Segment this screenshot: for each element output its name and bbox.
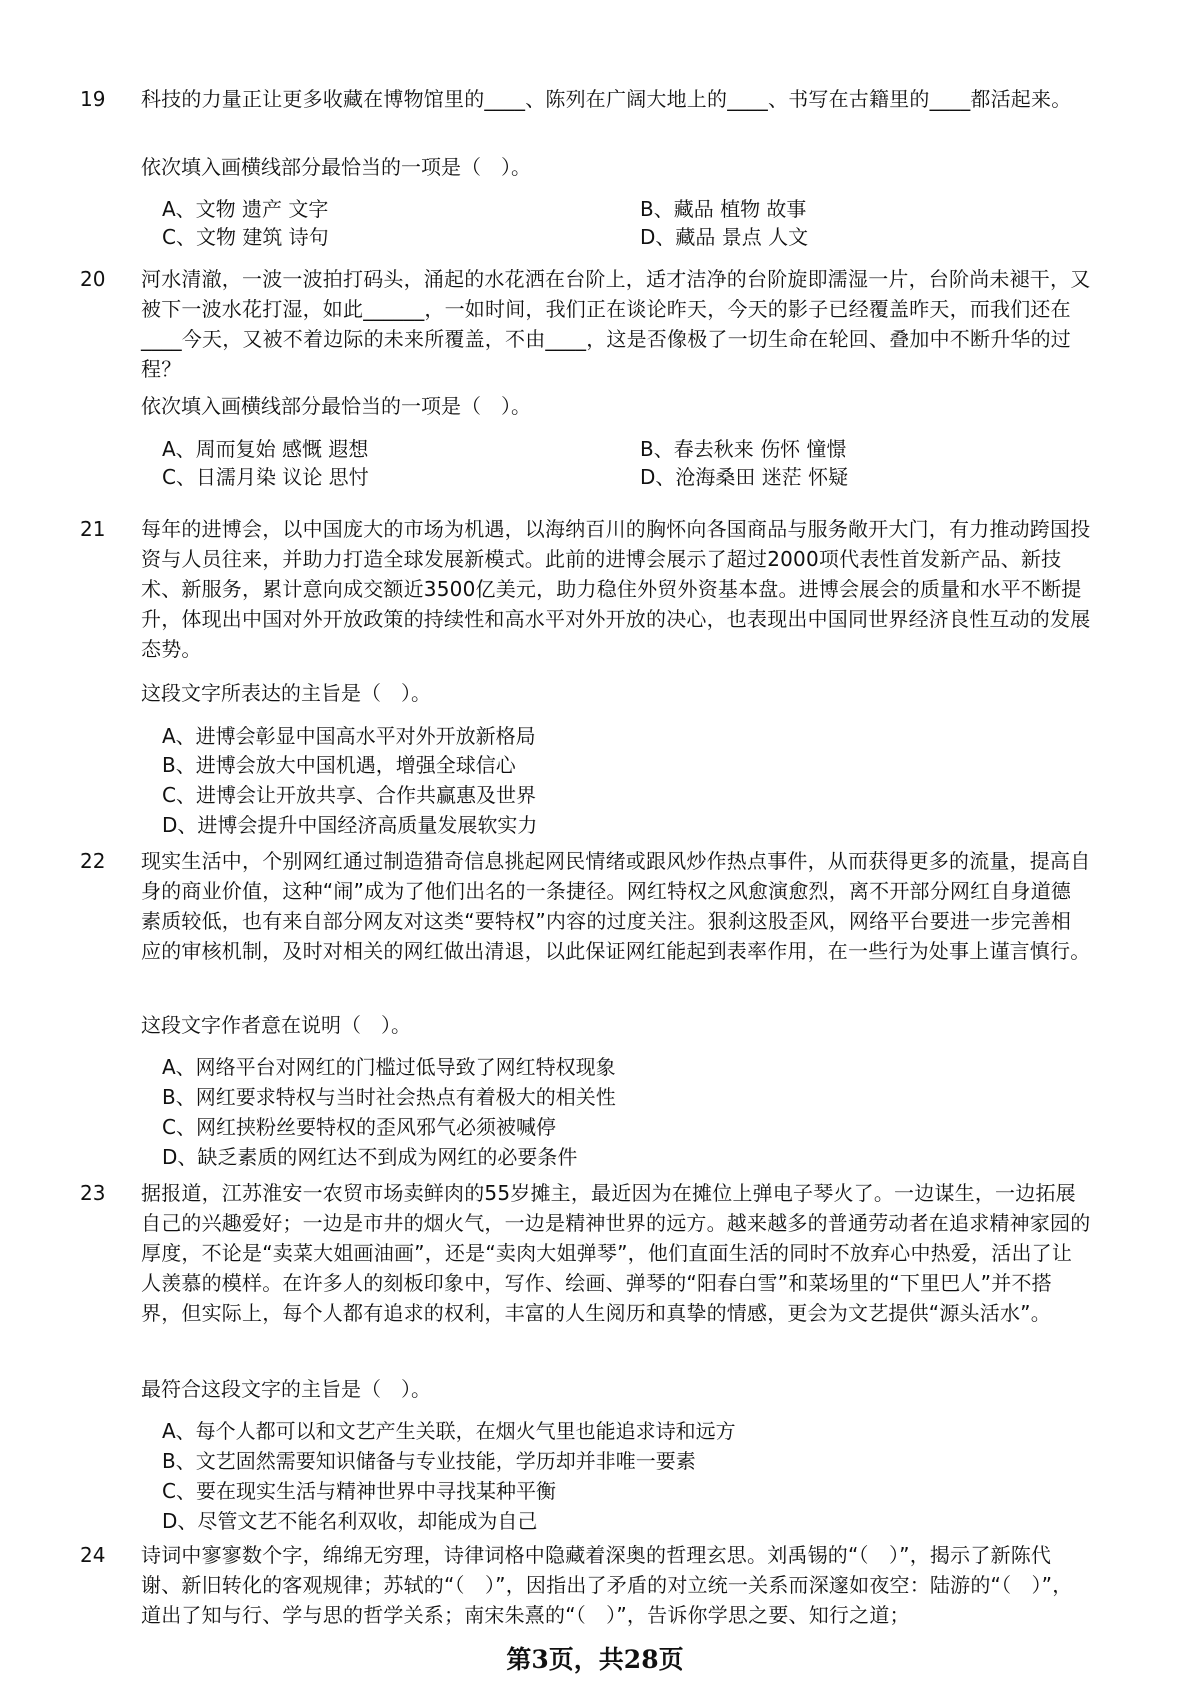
option-c: C、日濡月染 议论 思忖	[162, 465, 369, 489]
question-number: 22	[80, 849, 106, 873]
question-stem: 诗词中寥寥数个字，绵绵无穷理，诗律词格中隐藏着深奥的哲理玄思。刘禹锡的“（ ）”，揭示了新陈代谢、新旧转化的客观规律；苏轼的“（ ）”，因指出了矛盾的对立统一关系而深邃如夜空：陆游的“（ ）”，道出了知与行、学与思的哲学关系；南宋朱熹的“（ ）”，告诉你学思之要、知行之道；	[141, 1543, 1073, 1627]
question-number: 19	[80, 87, 106, 111]
option-a: A、进博会彰显中国高水平对外开放新格局	[162, 724, 536, 748]
option-a: A、每个人都可以和文艺产生关联，在烟火气里也能追求诗和远方	[162, 1419, 736, 1443]
option-b: B、网红要求特权与当时社会热点有着极大的相关性	[162, 1085, 616, 1109]
question-stem: 河水清澈，一波一波拍打码头，涌起的水花洒在台阶上，适才洁净的台阶旋即濡湿一片，台阶尚未褪干，又被下一波水花打湿，如此______，一如时间，我们正在谈论昨天，今天的影子已经覆盖昨天，而我们还在____今天，又被不着边际的未来所覆盖，不由____，这是否像极了一切生命在轮回、叠加中不断升华的过程？	[141, 267, 1091, 381]
question-prompt: 依次填入画横线部分最恰当的一项是（ ）。	[141, 394, 531, 418]
question-stem: 每年的进博会，以中国庞大的市场为机遇，以海纳百川的胸怀向各国商品与服务敞开大门，有力推动跨国投资与人员往来，并助力打造全球发展新模式。此前的进博会展示了超过2000项代表性首发新产品、新技术、新服务，累计意向成交额近3500亿美元，助力稳住外贸外资基本盘。进博会展会的质量和水平不断提升，体现出中国对外开放政策的持续性和高水平对外开放的决心，也表现出中国同世界经济良性互动的发展态势。	[141, 517, 1091, 661]
option-c: C、要在现实生活与精神世界中寻找某种平衡	[162, 1479, 556, 1503]
question-number: 20	[80, 267, 106, 291]
option-c: C、网红挟粉丝要特权的歪风邪气必须被喊停	[162, 1115, 556, 1139]
option-a: A、周而复始 感慨 遐想	[162, 437, 369, 461]
option-b: B、藏品 植物 故事	[640, 197, 807, 221]
option-d: D、尽管文艺不能名利双收，却能成为自己	[162, 1509, 538, 1533]
question-prompt: 最符合这段文字的主旨是（ ）。	[141, 1377, 431, 1401]
question-number: 24	[80, 1543, 106, 1567]
option-b: B、春去秋来 伤怀 憧憬	[640, 437, 847, 461]
question-prompt: 这段文字所表达的主旨是（ ）。	[141, 681, 431, 705]
question-number: 23	[80, 1181, 106, 1205]
question-stem: 科技的力量正让更多收藏在博物馆里的____、陈列在广阔大地上的____、书写在古籍里的____都活起来。	[141, 87, 1072, 111]
option-c: C、文物 建筑 诗句	[162, 225, 329, 249]
question-number: 21	[80, 517, 106, 541]
option-b: B、进博会放大中国机遇，增强全球信心	[162, 753, 516, 777]
option-a: A、网络平台对网红的门槛过低导致了网红特权现象	[162, 1055, 616, 1079]
page-footer: 第3页，共28页	[506, 1645, 684, 1674]
option-d: D、沧海桑田 迷茫 怀疑	[640, 465, 849, 489]
option-c: C、进博会让开放共享、合作共赢惠及世界	[162, 783, 536, 807]
question-stem: 据报道，江苏淮安一农贸市场卖鲜肉的55岁摊主，最近因为在摊位上弹电子琴火了。一边谋生，一边拓展自己的兴趣爱好；一边是市井的烟火气，一边是精神世界的远方。越来越多的普通劳动者在追求精神家园的厚度，不论是“卖菜大姐画油画”，还是“卖肉大姐弹琴”，他们直面生活的同时不放弃心中热爱，活出了让人羡慕的模样。在许多人的刻板印象中，写作、绘画、弹琴的“阳春白雪”和菜场里的“下里巴人”并不搭界，但实际上，每个人都有追求的权利，丰富的人生阅历和真挚的情感，更会为文艺提供“源头活水”。	[141, 1181, 1091, 1325]
question-stem: 现实生活中，个别网红通过制造猎奇信息挑起网民情绪或跟风炒作热点事件，从而获得更多的流量，提高自身的商业价值，这种“闹”成为了他们出名的一条捷径。网红特权之风愈演愈烈，离不开部分网红自身道德素质较低，也有来自部分网友对这类“要特权”内容的过度关注。狠刹这股歪风，网络平台要进一步完善相应的审核机制，及时对相关的网红做出清退，以此保证网红能起到表率作用，在一些行为处事上谨言慎行。	[141, 849, 1091, 963]
option-b: B、文艺固然需要知识储备与专业技能，学历却并非唯一要素	[162, 1449, 696, 1473]
option-d: D、缺乏素质的网红达不到成为网红的必要条件	[162, 1145, 578, 1169]
option-d: D、进博会提升中国经济高质量发展软实力	[162, 813, 538, 837]
question-prompt: 依次填入画横线部分最恰当的一项是（ ）。	[141, 155, 531, 179]
question-prompt: 这段文字作者意在说明（ ）。	[141, 1013, 411, 1037]
option-d: D、藏品 景点 人文	[640, 225, 809, 249]
option-a: A、文物 遗产 文字	[162, 197, 329, 221]
